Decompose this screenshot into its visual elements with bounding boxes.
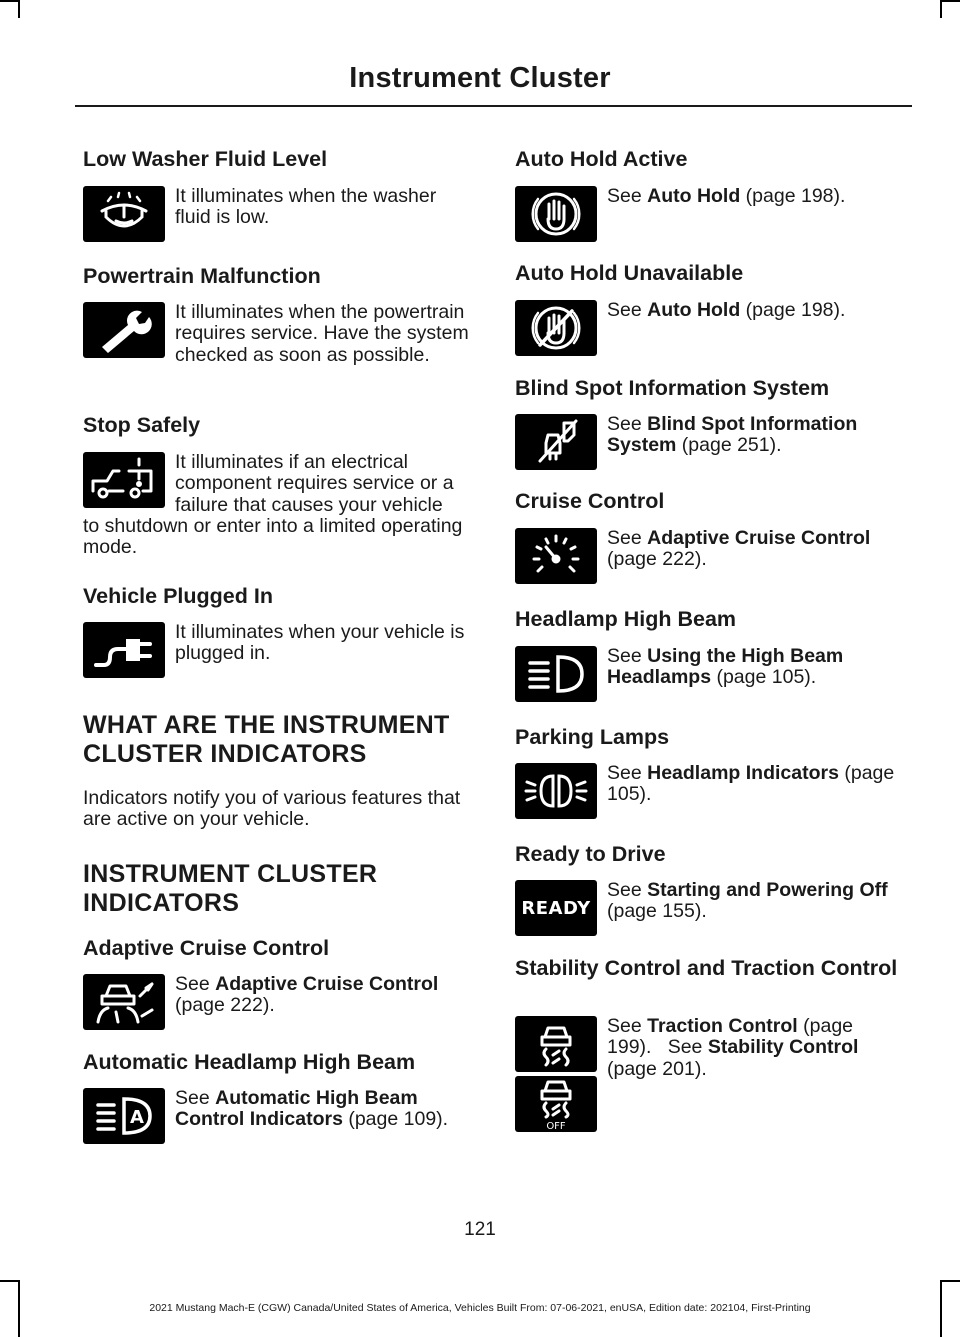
adaptive-cruise-heading: Adaptive Cruise Control — [83, 936, 330, 960]
section-what-title: WHAT ARE THE INSTRUMENT CLUSTER INDICATORS — [83, 711, 450, 768]
blind-spot-icon — [515, 414, 597, 470]
see-label: See — [607, 299, 648, 321]
page-ref: (page 198). — [740, 185, 846, 207]
auto-hold-active-heading: Auto Hold Active — [515, 147, 688, 171]
traction-control-off-icon — [515, 1076, 597, 1132]
page-ref: (page 199). — [607, 1015, 859, 1059]
page-ref: (page 109). — [342, 1108, 449, 1131]
see-label: See — [607, 762, 648, 784]
traction-off-label: OFF — [546, 1121, 566, 1131]
see-label: See — [607, 645, 648, 667]
powertrain-description — [83, 302, 475, 366]
adaptive-cruise-icon — [83, 974, 165, 1030]
page-ref: (page 105). — [711, 666, 817, 689]
auto-high-beam-description — [175, 1088, 475, 1131]
high-beam-icon — [515, 646, 597, 702]
powertrain-text: It illuminates when the powertrain requires service. Have the system checked as soon as possible. — [175, 301, 469, 366]
blind-spot-heading: Blind Spot Information System — [515, 376, 830, 400]
section-what-description: Indicators notify you of various features that are active on your vehicle. — [83, 787, 461, 831]
ready-icon — [515, 880, 597, 936]
high-beam-description — [607, 646, 902, 689]
stop-safely-heading: Stop Safely — [83, 413, 201, 437]
crop-mark — [940, 1280, 960, 1282]
parking-lamps-description — [607, 763, 902, 806]
crop-mark — [940, 0, 960, 2]
high-beam-heading: Headlamp High Beam — [515, 607, 737, 631]
plugged-in-description: It illuminates when your vehicle is plugged in. — [175, 621, 465, 665]
starting-link[interactable]: Starting and Powering Off — [647, 879, 888, 901]
section-indicators-title: INSTRUMENT CLUSTER INDICATORS — [83, 860, 378, 917]
auto-hold-link[interactable]: Auto Hold — [647, 299, 741, 321]
see-label: See — [175, 1087, 216, 1109]
auto-high-beam-heading: Automatic Headlamp High Beam — [83, 1050, 416, 1074]
page-ref: (page 222). — [607, 548, 707, 571]
see-label: See — [607, 413, 648, 435]
see-label: See — [607, 879, 648, 901]
cruise-heading: Cruise Control — [515, 489, 665, 513]
powertrain-heading: Powertrain Malfunction — [83, 264, 321, 288]
headlamp-indicators-link[interactable]: Headlamp Indicators — [647, 762, 839, 784]
page-ref: (page 105). — [607, 762, 895, 806]
page-title: Instrument Cluster — [349, 62, 611, 94]
stop-safely-icon — [83, 452, 165, 508]
crop-mark — [18, 0, 20, 18]
stop-safely-description-1: It illuminates if an electrical component requires service or a failure that causes your vehicle — [175, 451, 454, 516]
auto-hold-link[interactable]: Auto Hold — [647, 185, 741, 207]
page-ref: (page 198). — [740, 299, 846, 321]
adaptive-cruise-link[interactable]: Adaptive Cruise Control — [647, 527, 871, 549]
header-divider — [75, 105, 912, 107]
traction-control-icon — [515, 1016, 597, 1072]
auto-high-beam-icon — [83, 1088, 165, 1144]
auto-hold-unavailable-heading: Auto Hold Unavailable — [515, 261, 744, 285]
auto-hold-active-description — [607, 186, 902, 207]
traction-control-link[interactable]: Traction Control — [647, 1015, 798, 1037]
auto-hold-icon — [515, 186, 597, 242]
parking-lamps-heading: Parking Lamps — [515, 725, 670, 749]
speedometer-icon — [515, 528, 597, 584]
ready-heading: Ready to Drive — [515, 842, 666, 866]
ready-icon-label: READY — [521, 897, 591, 919]
crop-mark — [940, 0, 942, 18]
see-label: See — [175, 973, 216, 995]
adaptive-cruise-link[interactable]: Adaptive Cruise Control — [215, 973, 439, 995]
stability-control-link[interactable]: Stability Control — [707, 1036, 859, 1059]
auto-high-beam-link[interactable]: Automatic High Beam Control Indicators — [175, 1087, 418, 1131]
plug-icon — [83, 622, 165, 678]
crop-mark — [0, 1280, 19, 1282]
see-label: See — [607, 185, 648, 207]
page-number: 121 — [464, 1219, 496, 1240]
footer-text: 2021 Mustang Mach-E (CGW) Canada/United States of America, Vehicles Built From: 07-06-2021, enUSA, Edition date: 202104, First-Printing — [149, 1302, 811, 1314]
blind-spot-link[interactable]: Blind Spot Information System — [607, 413, 858, 457]
page-ref: (page 155). — [607, 900, 707, 923]
plugged-in-heading: Vehicle Plugged In — [83, 584, 273, 608]
auto-hold-unavailable-icon — [515, 300, 597, 356]
auto-hold-unavailable-description — [607, 300, 902, 321]
high-beam-link[interactable]: Using the High Beam Headlamps — [607, 645, 844, 689]
stability-heading: Stability Control and Traction Control — [515, 956, 898, 980]
washer-description: It illuminates when the washer fluid is low. — [175, 185, 437, 229]
page-ref: (page 251). — [676, 434, 782, 457]
adaptive-cruise-description — [175, 974, 475, 1017]
see-label: See — [607, 527, 648, 549]
washer-fluid-icon — [83, 186, 165, 242]
see-label: See — [651, 1036, 708, 1059]
stability-description — [607, 1016, 902, 1080]
svg-text:A: A — [130, 1107, 144, 1128]
page-ref: (page 222). — [175, 994, 275, 1017]
ready-description — [607, 880, 902, 923]
crop-mark — [0, 0, 19, 2]
parking-lamps-icon — [515, 763, 597, 819]
stop-safely-description-2: to shutdown or enter into a limited operating mode. — [83, 515, 463, 559]
see-label: See — [607, 1015, 648, 1037]
blind-spot-description — [607, 414, 902, 457]
washer-heading: Low Washer Fluid Level — [83, 147, 328, 171]
page-ref: (page 201). — [607, 1036, 864, 1080]
cruise-description — [607, 528, 902, 571]
